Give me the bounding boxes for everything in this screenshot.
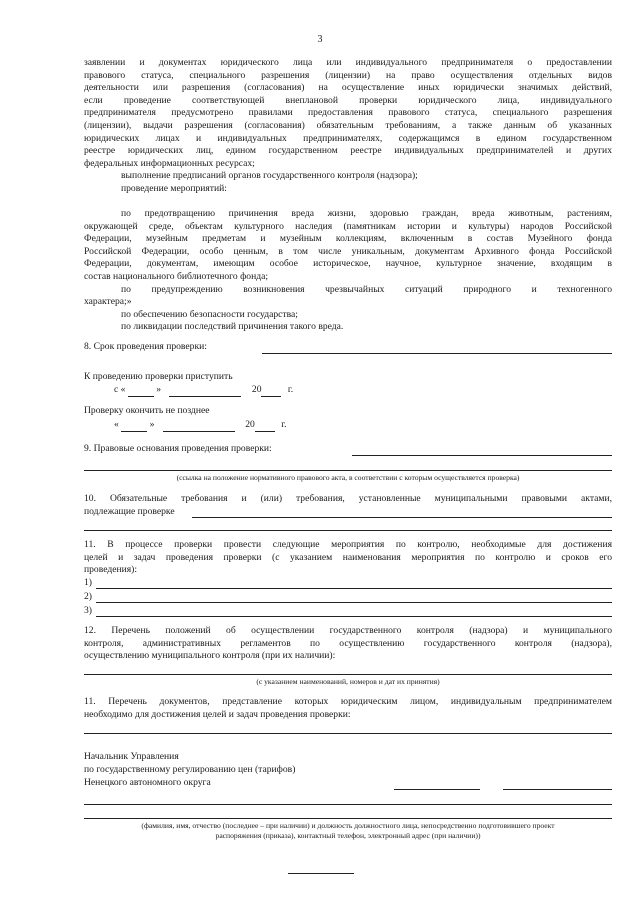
section-10 bbox=[84, 493, 612, 518]
section-12-note: (с указанием наименований, номеров и дат их принятия) bbox=[256, 677, 440, 686]
requirements-field[interactable] bbox=[192, 517, 612, 518]
intro-line: юридических лицах и индивидуальных предпринимателях, содержащимся в едином государственном bbox=[84, 132, 612, 144]
end-separator bbox=[288, 873, 354, 874]
date-quote-close: » bbox=[149, 419, 155, 430]
liquidation-line: по ликвидации последствий причинения такого вреда. bbox=[121, 321, 344, 333]
section-12-line: контроля, административных регламентов по осуществлению государственного контроля (надзора), bbox=[84, 637, 612, 649]
emergency-line: характера;» bbox=[84, 296, 132, 308]
prevention-line: по предотвращению причинения вреда жизни, здоровью граждан, вреда животным, растениям, bbox=[121, 208, 612, 219]
date-quote-open: « bbox=[114, 419, 119, 430]
prevention-line: состав национального библиотечного фонда; bbox=[84, 270, 269, 282]
intro-line: реестре юридических лиц, едином государственном реестре индивидуальных предпринимателей и других bbox=[84, 145, 612, 157]
documents-line: 11. Перечень документов, представление которых юридическим лицом, индивидуальным предпринимателем bbox=[84, 696, 612, 707]
divider-line bbox=[84, 804, 612, 805]
emergency-line: по предупреждению возникновения чрезвычайных ситуаций природного и техногенного bbox=[121, 283, 612, 295]
item-prescriptions: выполнение предписаний органов государственного контроля (надзора); bbox=[121, 170, 418, 182]
prevention-line: Российской Федерации, особо ценным, в том числе уникальным, документам Архивного фонда Российской bbox=[84, 245, 612, 257]
start-year-field[interactable] bbox=[261, 384, 281, 397]
intro-paragraph bbox=[84, 57, 612, 196]
start-label: К проведению проверки приступить bbox=[84, 371, 233, 382]
start-date-row bbox=[114, 384, 293, 397]
signer-title-line: по государственному регулированию цен (тарифов) bbox=[84, 764, 296, 775]
activity-field-1[interactable] bbox=[96, 588, 612, 589]
activity-field-3[interactable] bbox=[96, 616, 612, 617]
section-10-line: 10. Обязательные требования и (или) требования, установленные муниципальными правовыми актами, bbox=[84, 493, 612, 504]
item-measures: проведение мероприятий: bbox=[121, 182, 227, 194]
term-field[interactable] bbox=[262, 353, 612, 354]
start-month-field[interactable] bbox=[169, 384, 241, 397]
end-year-field[interactable] bbox=[255, 419, 275, 432]
intro-line: предпринимателя предусмотрено правилами предоставления правового статуса, специального разрешения bbox=[84, 107, 612, 119]
section-8-title: 8. Срок проведения проверки: bbox=[84, 341, 207, 352]
section-documents bbox=[84, 696, 612, 721]
activity-item-1: 1) bbox=[84, 577, 92, 588]
intro-line: заявлении и документах юридического лица или индивидуального предпринимателя о предоставлении bbox=[84, 57, 612, 68]
intro-line: федеральных информационных ресурсах; bbox=[84, 157, 255, 169]
footer-note-line: (фамилия, имя, отчество (последнее – при наличии) и должность должностного лица, непосредственно подготовившего проект bbox=[141, 821, 555, 830]
end-month-field[interactable] bbox=[163, 419, 235, 432]
legal-basis-field[interactable] bbox=[352, 455, 612, 456]
intro-line: деятельности или разрешения (согласования) на осуществление иных юридически значимых действий, bbox=[84, 82, 612, 94]
start-day-field[interactable] bbox=[128, 384, 154, 397]
signer-title-line: Начальник Управления bbox=[84, 751, 179, 762]
security-line: по обеспечению безопасности государства; bbox=[121, 308, 298, 320]
section-11-line: проведения): bbox=[84, 564, 138, 576]
start-year-suffix: г. bbox=[287, 384, 294, 395]
documents-field[interactable] bbox=[84, 733, 612, 734]
prevention-line: Федерации, документам, имеющим особое историческое, научное, культурное значение, входящим в bbox=[84, 258, 612, 270]
intro-line: (лицензии), выдачи разрешения (согласования) обязательным требованиям, а также данным об указанных bbox=[84, 119, 612, 131]
activity-field-2[interactable] bbox=[96, 602, 612, 603]
signer-title-line: Ненецкого автономного округа bbox=[84, 777, 211, 788]
end-year-suffix: г. bbox=[281, 419, 287, 430]
regulations-field[interactable] bbox=[84, 674, 612, 675]
documents-line: необходимо для достижения целей и задач проведения проверки: bbox=[84, 708, 351, 720]
signature-field[interactable] bbox=[394, 789, 480, 790]
activity-item-3: 3) bbox=[84, 605, 92, 616]
section-9-title: 9. Правовые основания проведения проверки: bbox=[84, 443, 272, 454]
prevention-paragraph bbox=[84, 208, 612, 334]
end-label: Проверку окончить не позднее bbox=[84, 405, 210, 416]
section-12 bbox=[84, 625, 612, 663]
page-number: 3 bbox=[317, 34, 323, 45]
section-12-line: 12. Перечень положений об осуществлении государственного контроля (надзора) и муниципального bbox=[84, 625, 612, 636]
end-day-field[interactable] bbox=[121, 419, 147, 432]
footer-note-line: распоряжения (приказа), контактный телефон, электронный адрес (при наличии)) bbox=[215, 831, 481, 840]
signer-name-field[interactable] bbox=[503, 789, 612, 790]
intro-line: правового статуса, специального разрешения (лицензии) на право осуществления отдельных видов bbox=[84, 69, 612, 81]
section-9-note: (ссылка на положение нормативного правового акта, в соответствии с которым осуществляется проверка) bbox=[176, 473, 520, 482]
date-quote-close: » bbox=[156, 384, 162, 395]
section-11 bbox=[84, 539, 612, 577]
section-12-line: осуществлению муниципального контроля (при их наличии): bbox=[84, 650, 336, 662]
end-date-row bbox=[114, 419, 286, 432]
section-11-line: 11. В процессе проверки провести следующие мероприятия по контролю, необходимые для достижения bbox=[84, 539, 612, 550]
prevention-line: Федерации, музейным предметам и музейным коллекциям, включенным в состав Музейного фонда bbox=[84, 233, 612, 245]
activity-item-2: 2) bbox=[84, 591, 92, 602]
section-11-line: целей и задач проведения проверки (с указанием наименования мероприятия по контролю и сроков его bbox=[84, 551, 612, 563]
start-year-prefix: 20 bbox=[251, 384, 262, 395]
intro-line: если проведение соответствующей внеплановой проверки юридического лица, индивидуального bbox=[84, 94, 612, 106]
end-year-prefix: 20 bbox=[245, 419, 255, 430]
legal-basis-field-2[interactable] bbox=[84, 470, 612, 471]
requirements-field-2[interactable] bbox=[84, 530, 612, 531]
prevention-line: окружающей среде, объектам культурного наследия (памятникам истории и культуры) народов Российской bbox=[84, 220, 612, 232]
date-quote-open: с « bbox=[114, 384, 126, 395]
preparer-field[interactable] bbox=[84, 818, 612, 819]
section-10-line: подлежащие проверке bbox=[84, 505, 175, 517]
